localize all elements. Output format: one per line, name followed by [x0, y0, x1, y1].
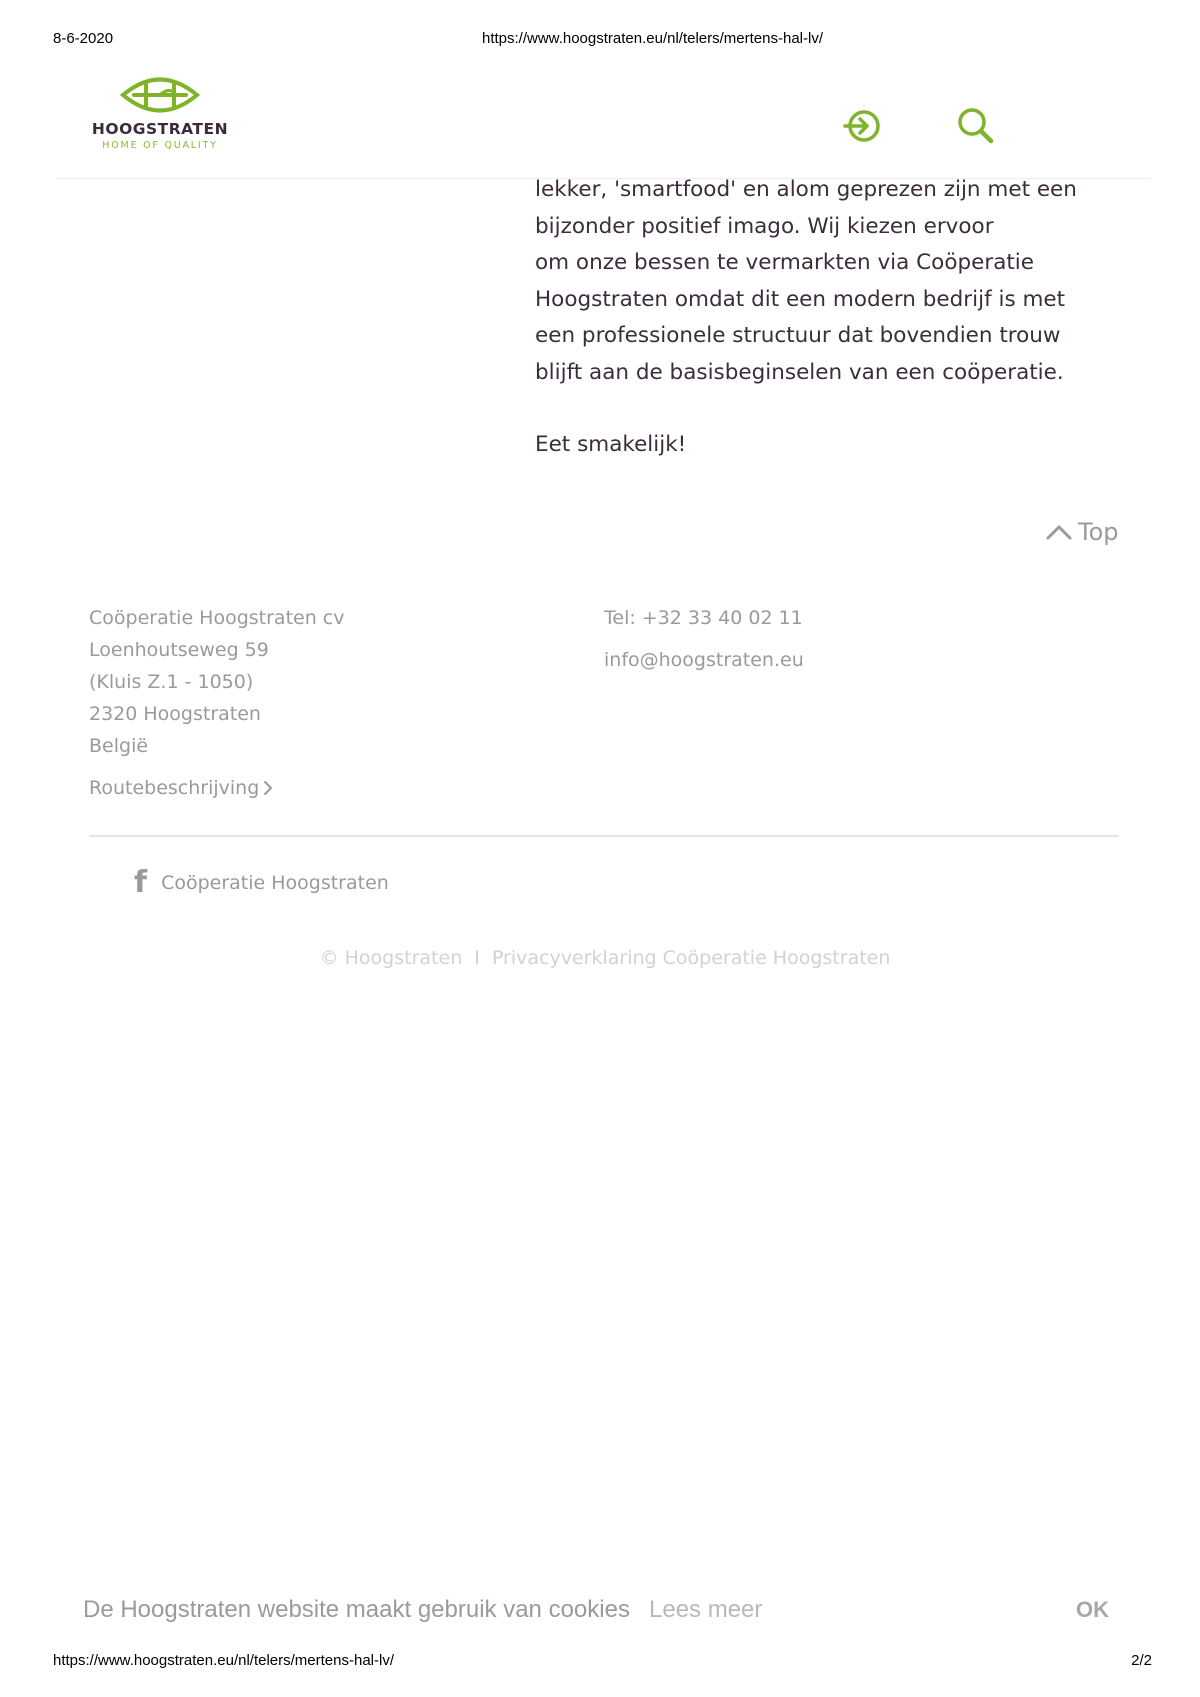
paragraph-line: Hoogstraten omdat dit een modern bedrijf is met: [535, 286, 1066, 312]
cookie-read-more-link[interactable]: Lees meer: [649, 1596, 763, 1623]
address-line: 2320 Hoogstraten: [89, 703, 261, 725]
footer-divider: [89, 835, 1119, 837]
paragraph-line: blijft aan de basisbeginselen van een coöperatie.: [535, 359, 1064, 385]
address-line: Loenhoutseweg 59: [89, 639, 269, 661]
paragraph-line: lekker, 'smartfood' en alom geprezen zijn met een: [535, 177, 1077, 202]
footer-contact: [604, 602, 804, 676]
login-arrow-icon[interactable]: [842, 106, 882, 146]
facebook-label: Coöperatie Hoogstraten: [161, 872, 389, 894]
print-url-top: https://www.hoogstraten.eu/nl/telers/mertens-hal-lv/: [482, 30, 823, 47]
article-paragraph: [535, 172, 1095, 391]
route-link[interactable]: [89, 772, 345, 804]
chevron-up-icon: [1046, 523, 1072, 541]
print-url-bottom: https://www.hoogstraten.eu/nl/telers/mertens-hal-lv/: [53, 1652, 394, 1669]
paragraph-line: een professionele structuur dat bovendien trouw: [535, 323, 1061, 348]
logo-tagline: HOME OF QUALITY: [102, 140, 218, 151]
copyright-bar: [0, 947, 1200, 969]
cookie-notice-text: De Hoogstraten website maakt gebruik van cookies: [83, 1596, 630, 1623]
paragraph-line: bijzonder positief imago. Wij kiezen ervoor: [535, 213, 994, 239]
copyright-text: © Hoogstraten: [319, 947, 463, 969]
site-header: [56, 62, 1150, 179]
route-label: Routebeschrijving: [89, 777, 260, 799]
footer-address: [89, 602, 345, 804]
copyright-separator: I: [474, 947, 480, 969]
facebook-icon: f: [134, 865, 148, 900]
back-to-top-link[interactable]: [1046, 518, 1119, 546]
email-link[interactable]: info@hoogstraten.eu: [604, 649, 804, 671]
print-page-number: 2/2: [1131, 1652, 1152, 1669]
closing-line: Eet smakelijk!: [535, 432, 687, 457]
phone-link[interactable]: Tel: +32 33 40 02 11: [604, 607, 803, 629]
paragraph-line: om onze bessen te vermarkten via Coöperatie: [535, 250, 1035, 275]
logo-name: HOOGSTRATEN: [91, 120, 229, 138]
facebook-link[interactable]: [134, 865, 389, 900]
address-line: België: [89, 735, 149, 757]
address-line: (Kluis Z.1 - 1050): [89, 671, 254, 693]
logo[interactable]: [88, 74, 232, 168]
back-to-top-label: Top: [1078, 518, 1119, 546]
chevron-right-icon: [263, 780, 273, 796]
print-date: 8-6-2020: [53, 30, 114, 47]
address-line: Coöperatie Hoogstraten cv: [89, 607, 345, 629]
privacy-link[interactable]: Privacyverklaring Coöperatie Hoogstraten: [491, 947, 891, 969]
article-body: [535, 172, 1095, 464]
search-icon[interactable]: [956, 106, 996, 146]
logo-leaf-icon: [120, 74, 200, 116]
cookie-ok-button[interactable]: OK: [1076, 1597, 1109, 1622]
